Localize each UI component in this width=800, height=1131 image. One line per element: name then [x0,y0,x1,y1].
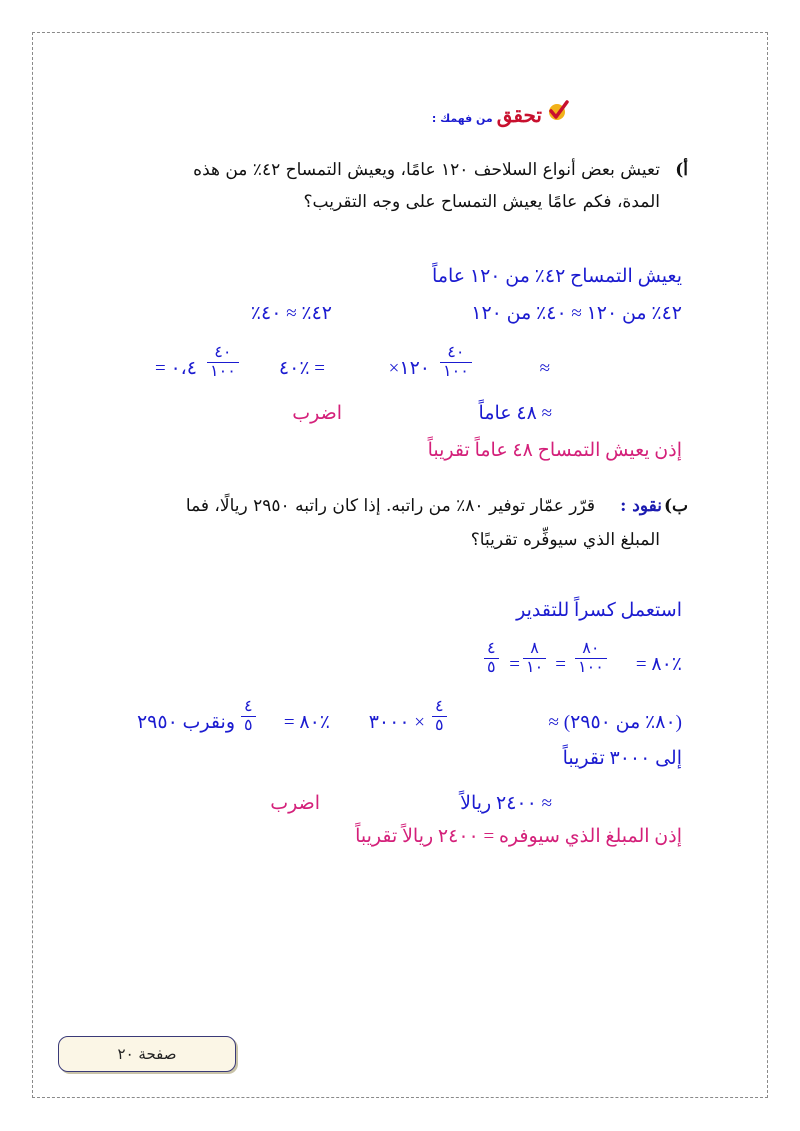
page-number-text: صفحة ٢٠ [117,1045,177,1063]
fraction-denominator: ١٠٠ [443,362,469,380]
equals-sign: = [509,654,520,675]
solution-a-step2-right-suffix: ≈ [539,358,550,379]
fraction-numerator: ٤٠ [207,344,239,363]
problem-b-topic: نقود : [620,496,662,516]
problem-a-label: أ) [675,160,688,180]
problem-a-line2: المدة، فكم عامًا يعيش التمساح على وجه التقريب؟ [303,192,660,212]
fraction-numerator: ٨ [523,640,546,659]
check-understanding-heading [432,98,570,127]
solution-b-eq2-left-prefix: ٪٨٠ = [283,712,330,733]
fraction-denominator: ١٠ [526,658,544,676]
fraction-denominator: ١٠٠ [210,362,236,380]
fraction-denominator: ٥ [435,716,444,734]
solution-b-eq1-prefix: ٪٨٠ = [635,654,682,675]
fraction-numerator: ٤ [484,640,499,659]
solution-b-eq2-right-suffix: × ٣٠٠٠ [368,712,425,733]
solution-a-conclusion: إذن يعيش التمساح ٤٨ عاماً تقريباً [427,440,682,461]
fraction-numerator: ٤ [432,698,447,717]
fraction-4-over-5-b [432,698,447,734]
checkmark-icon [546,98,570,122]
fraction-denominator: ٥ [487,658,496,676]
check-title: تحقق [496,103,542,127]
solution-b-intro: استعمل كسراً للتقدير [516,600,682,621]
solution-a-step3-left: اضرب [292,403,342,424]
solution-b-eq3-left: اضرب [270,793,320,814]
solution-a-step2-right-prefix: ١٢٠× [388,358,430,379]
problem-b-line1: قرّر عمّار توفير ٨٠٪ من راتبه. إذا كان راتبه ٢٩٥٠ ريالًا، فما [185,496,595,516]
fraction-denominator: ١٠٠ [578,658,604,676]
solution-b-eq2-left-suffix: ونقرب ٢٩٥٠ [136,712,235,733]
check-subtitle: من فهمك : [431,112,493,125]
fraction-40-over-100 [440,344,472,380]
fraction-numerator: ٤ [241,698,256,717]
solution-a-step1-left: ٤٢٪ ≈ ٤٠٪ [250,303,332,324]
solution-b-eq2-right-cont: إلى ٣٠٠٠ تقريباً [562,748,682,769]
fraction-80-over-100 [575,640,607,676]
solution-a-step2-left-prefix: ٠،٤ = [154,358,197,379]
solution-b-eq2-right-prefix: (٨٠٪ من ٢٩٥٠) ≈ [548,712,682,733]
problem-b-label: ب) [663,496,688,516]
problem-a-line1: تعيش بعض أنواع السلاحف ١٢٠ عامًا، ويعيش التمساح ٤٢٪ من هذه [193,160,660,180]
solution-a-intro: يعيش التمساح ٤٢٪ من ١٢٠ عاماً [432,266,682,287]
fraction-4-over-5-c [241,698,256,734]
fraction-numerator: ٤٠ [440,344,472,363]
fraction-40-over-100-b [207,344,239,380]
fraction-denominator: ٥ [244,716,253,734]
solution-a-step1-right: ٤٢٪ من ١٢٠ ≈ ٤٠٪ من ١٢٠ [471,303,682,324]
solution-b-conclusion: إذن المبلغ الذي سيوفره = ٢٤٠٠ ريالاً تقريباً [355,826,682,847]
page-number-label [58,1036,236,1072]
solution-a-step3-right: ≈ ٤٨ عاماً [478,403,552,424]
fraction-numerator: ٨٠ [575,640,607,659]
fraction-8-over-10 [523,640,546,676]
fraction-4-over-5 [484,640,499,676]
problem-b-line2: المبلغ الذي سيوفِّره تقريبًا؟ [470,530,660,550]
equals-sign: = [555,654,566,675]
solution-b-eq3-right: ≈ ٢٤٠٠ ريالاً [460,793,552,814]
solution-a-step2-left-suffix: = ٪٤٠ [278,358,325,379]
